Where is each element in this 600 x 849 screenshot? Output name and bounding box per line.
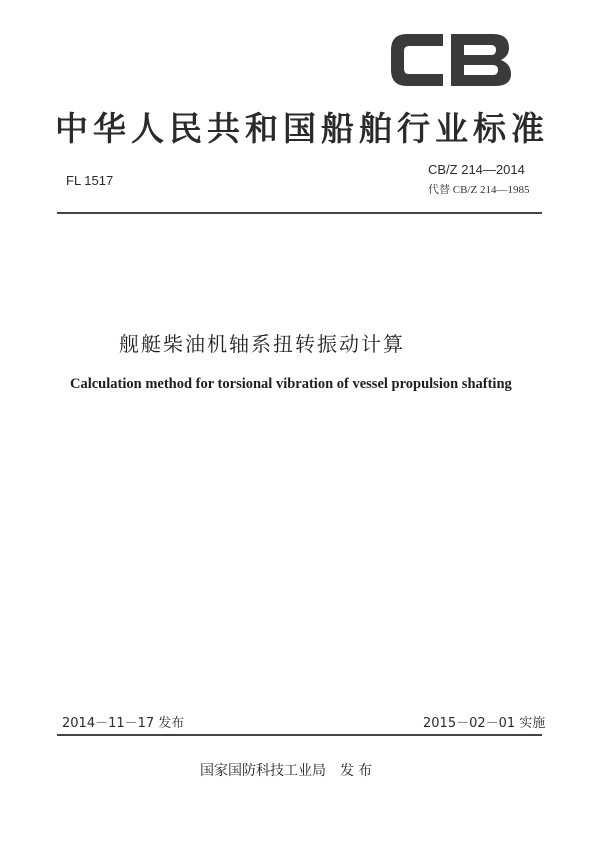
document-title-cn: 舰艇柴油机轴系扭转振动计算 bbox=[119, 332, 405, 356]
publisher-name: 国家国防科技工业局 bbox=[200, 763, 326, 779]
issue-date: 2014－11－17 发布 bbox=[62, 716, 185, 731]
top-divider bbox=[57, 212, 542, 214]
publisher-line bbox=[200, 760, 376, 780]
standard-title: 中华人民共和国船舶行业标准 bbox=[55, 109, 549, 148]
implementation-date: 2015－02－01 实施 bbox=[423, 716, 546, 731]
document-title-en: Calculation method for torsional vibration of vessel propulsion shafting bbox=[70, 376, 512, 392]
classification-code: FL 1517 bbox=[66, 173, 114, 188]
cb-logo bbox=[385, 28, 517, 92]
publish-word: 发布 bbox=[340, 763, 376, 779]
bottom-divider bbox=[57, 734, 542, 736]
standard-number: CB/Z 214—2014 bbox=[428, 162, 525, 177]
replaces-note: 代替 CB/Z 214—1985 bbox=[428, 184, 530, 196]
